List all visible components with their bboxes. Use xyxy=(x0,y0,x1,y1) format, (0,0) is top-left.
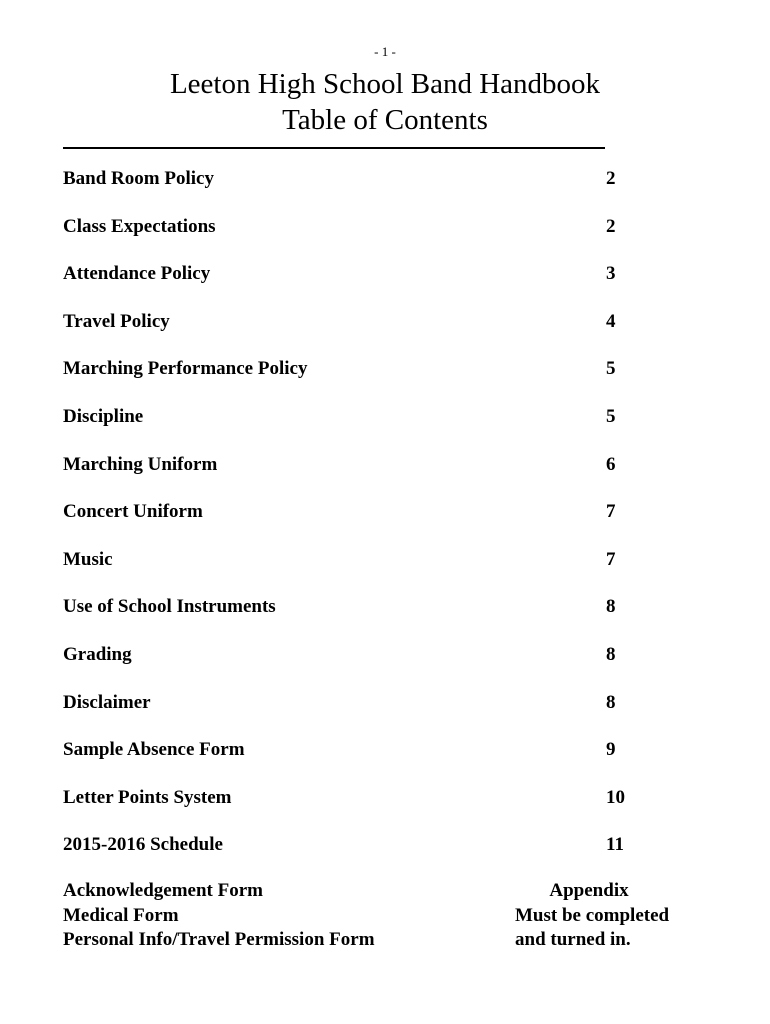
appendix-forms-list xyxy=(63,879,375,953)
title-divider xyxy=(63,147,605,149)
toc-entry-label: Concert Uniform xyxy=(63,501,203,523)
appendix-form-medical: Medical Form xyxy=(63,904,179,926)
toc-entry-sample-absence-form xyxy=(63,737,683,785)
appendix-form-acknowledgement: Acknowledgement Form xyxy=(63,880,263,901)
toc-entry-page: 7 xyxy=(606,548,616,570)
toc-entry-label: Discipline xyxy=(63,405,144,427)
toc-entry-discipline xyxy=(63,404,683,452)
toc-entry-travel-policy xyxy=(63,309,683,357)
toc-entry-letter-points-system xyxy=(63,785,683,833)
toc-entry-label: Marching Uniform xyxy=(63,453,218,475)
toc-entry-page: 8 xyxy=(606,643,616,665)
toc-entry-page: 5 xyxy=(606,358,616,380)
toc-entry-label: Class Expectations xyxy=(63,215,216,237)
toc-entry-band-room-policy xyxy=(63,166,683,214)
toc-entry-label: Band Room Policy xyxy=(63,168,214,189)
toc-entry-music xyxy=(63,547,683,595)
toc-entry-label: Sample Absence Form xyxy=(63,739,245,761)
toc-entry-page: 2 xyxy=(606,215,616,237)
table-of-contents xyxy=(63,166,683,880)
toc-entry-page: 2 xyxy=(606,168,616,189)
toc-entry-disclaimer xyxy=(63,690,683,738)
toc-entry-label: Travel Policy xyxy=(63,310,170,332)
toc-entry-page: 10 xyxy=(606,786,625,808)
appendix-note-line-2: and turned in. xyxy=(515,929,631,950)
appendix-form-personal-info-travel: Personal Info/Travel Permission Form xyxy=(63,929,375,950)
toc-entry-label: Marching Performance Policy xyxy=(63,358,308,380)
toc-entry-page: 7 xyxy=(606,501,616,523)
toc-entry-page: 9 xyxy=(606,739,616,761)
toc-entry-concert-uniform xyxy=(63,499,683,547)
toc-entry-marching-performance-policy xyxy=(63,356,683,404)
toc-entry-marching-uniform xyxy=(63,452,683,500)
appendix-heading: Appendix xyxy=(549,880,629,901)
toc-entry-page: 4 xyxy=(606,310,616,332)
toc-entry-label: Grading xyxy=(63,643,132,665)
page-subtitle: Table of Contents xyxy=(282,104,488,136)
toc-entry-label: Music xyxy=(63,548,113,570)
toc-entry-page: 5 xyxy=(606,405,616,427)
toc-entry-label: Letter Points System xyxy=(63,786,232,808)
appendix-note xyxy=(515,879,685,953)
toc-entry-page: 11 xyxy=(606,834,624,856)
toc-entry-page: 8 xyxy=(606,596,616,618)
toc-entry-label: 2015-2016 Schedule xyxy=(63,834,223,856)
toc-entry-schedule xyxy=(63,832,683,880)
toc-entry-label: Disclaimer xyxy=(63,691,151,713)
toc-entry-attendance-policy xyxy=(63,261,683,309)
toc-entry-grading xyxy=(63,642,683,690)
appendix-note-line-1: Must be completed xyxy=(515,904,670,926)
page-title: Leeton High School Band Handbook xyxy=(169,68,601,100)
toc-entry-label: Use of School Instruments xyxy=(63,596,276,618)
toc-entry-class-expectations xyxy=(63,214,683,262)
toc-entry-label: Attendance Policy xyxy=(63,263,211,285)
toc-entry-use-of-school-instruments xyxy=(63,594,683,642)
page-number: - 1 - xyxy=(374,44,396,59)
toc-entry-page: 8 xyxy=(606,691,616,713)
toc-entry-page: 3 xyxy=(606,263,616,285)
toc-entry-page: 6 xyxy=(606,453,616,475)
